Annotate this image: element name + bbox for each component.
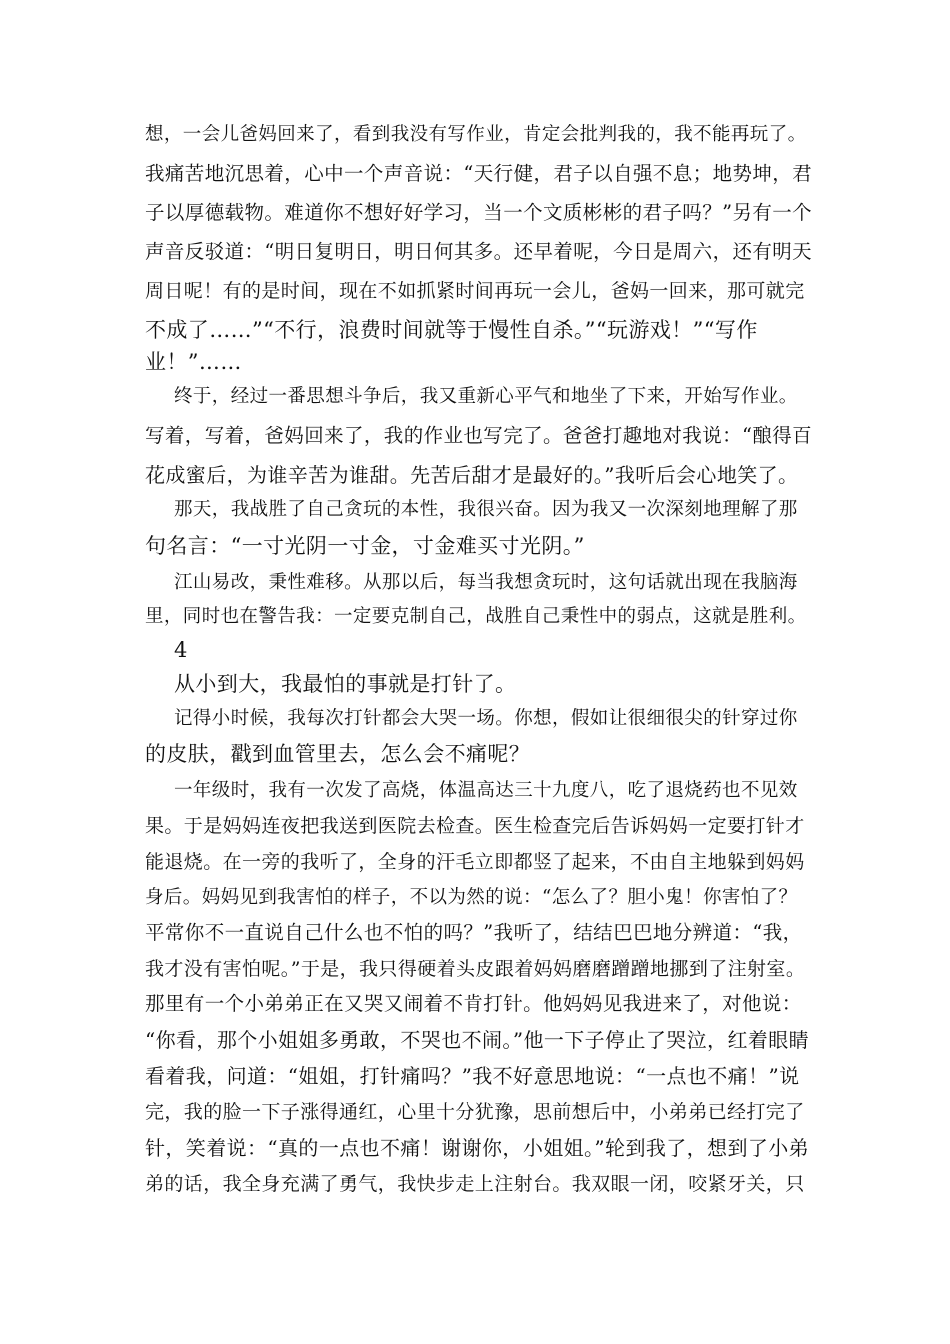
text-line: 弟的话，我全身充满了勇气，我快步走上注射台。我双眼一闭，咬紧牙关，只	[145, 1173, 805, 1195]
text-line: 句名言：“一寸光阴一寸金，寸金难买寸光阴。”	[145, 534, 585, 558]
text-line: 身后。妈妈见到我害怕的样子，不以为然的说：“怎么了？胆小鬼！你害怕了？	[145, 887, 798, 908]
text-line: 针，笑着说：“真的一点也不痛！谢谢你，小姐姐。”轮到我了，想到了小弟	[145, 1136, 810, 1160]
paragraph-start: 从小到大，我最怕的事就是打针了。	[174, 672, 517, 696]
paragraph-start: 江山易改，秉性难移。从那以后，每当我想贪玩时，这句话就出现在我脑海	[174, 572, 798, 593]
text-line: 果。于是妈妈连夜把我送到医院去检查。医生检查完后告诉妈妈一定要打针才	[145, 815, 805, 837]
text-line: 看着我，问道：“姐姐，打针痛吗？”我不好意思地说：“一点也不痛！”说	[145, 1064, 800, 1088]
paragraph-start: 一年级时，我有一次发了高烧，体温高达三十九度八，吃了退烧药也不见效	[174, 780, 798, 801]
text-line: 平常你不一直说自己什么也不怕的吗？”我听了，结结巴巴地分辨道：“我，	[145, 921, 803, 944]
paragraph-start: 那天，我战胜了自己贪玩的本性，我很兴奋。因为我又一次深刻地理解了那	[174, 499, 798, 520]
text-line: 我才没有害怕呢。”于是，我只得硬着头皮跟着妈妈磨磨蹭蹭地挪到了注射室。	[145, 958, 806, 980]
text-line: 写着，写着，爸妈回来了，我的作业也写完了。爸爸打趣地对我说：“酿得百	[145, 424, 813, 447]
text-line: 我痛苦地沉思着，心中一个声音说：“天行健，君子以自强不息；地势坤，君	[145, 162, 813, 185]
text-line: “你看，那个小姐姐多勇敢，不哭也不闹。”他一下子停止了哭泣，红着眼睛	[145, 1028, 810, 1052]
text-line: 里，同时也在警告我：一定要克制自己，战胜自己秉性中的弱点，这就是胜利。	[145, 606, 807, 627]
text-line: 子以厚德载物。难道你不想好好学习，当一个文质彬彬的君子吗？”另有一个	[145, 201, 813, 224]
paragraph-start: 记得小时候，我每次打针都会大哭一场。你想，假如让很细很尖的针穿过你	[174, 708, 798, 729]
text-line: 周日呢！有的是时间，现在不如抓紧时间再玩一会儿，爸妈一回来，那可就完	[145, 280, 805, 302]
section-number: 4	[174, 638, 188, 662]
text-line: 完，我的脸一下子涨得通红，心里十分犹豫，思前想后中，小弟弟已经打完了	[145, 1101, 805, 1123]
text-line: 不成了……”“不行，浪费时间就等于慢性自杀。”“玩游戏！”“写作	[145, 318, 758, 342]
text-line: 业！”……	[145, 350, 242, 374]
text-line: 能退烧。在一旁的我听了，全身的汗毛立即都竖了起来，不由自主地躲到妈妈	[145, 851, 805, 873]
text-line: 花成蜜后，为谁辛苦为谁甜。先苦后甜才是最好的。”我听后会心地笑了。	[145, 463, 799, 487]
paragraph-start: 终于，经过一番思想斗争后，我又重新心平气和地坐了下来，开始写作业。	[174, 386, 798, 407]
text-line: 的皮肤，戳到血管里去，怎么会不痛呢？	[145, 742, 531, 766]
text-line: 那里有一个小弟弟正在又哭又闹着不肯打针。他妈妈见我进来了，对他说：	[145, 992, 802, 1015]
text-line: 声音反驳道：“明日复明日，明日何其多。还早着呢，今日是周六，还有明天	[145, 240, 813, 263]
text-line: 想，一会儿爸妈回来了，看到我没有写作业，肯定会批判我的，我不能再玩了。	[145, 124, 807, 145]
